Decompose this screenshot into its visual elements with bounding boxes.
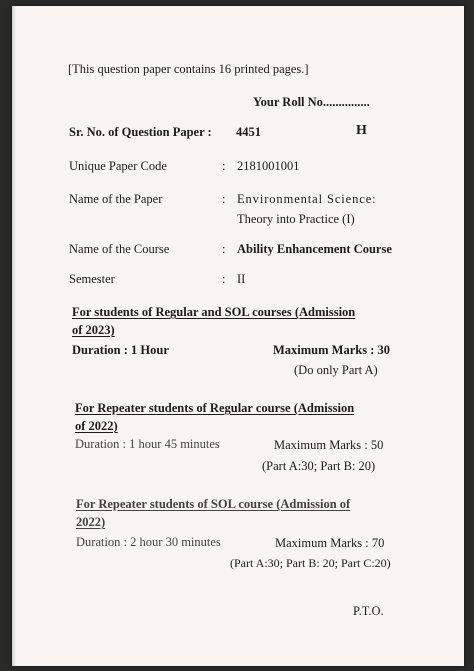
section-3-heading-line1: For Repeater students of SOL course (Admission of: [76, 497, 351, 511]
section-1-heading-line1: For students of Regular and SOL courses (Admission: [72, 305, 356, 319]
paper-name-label: Name of the Paper: [69, 192, 163, 206]
upc-colon: :: [222, 159, 226, 173]
section-3-heading-line2: 2022): [76, 515, 106, 529]
course-name-colon: :: [222, 242, 226, 256]
section-1-max-marks: Maximum Marks : 30: [273, 343, 390, 357]
section-1-heading-line2: of 2023): [72, 323, 115, 337]
section-1-duration: Duration : 1 Hour: [72, 343, 169, 357]
course-name-label: Name of the Course: [69, 242, 170, 256]
page-count-notice: [This question paper contains 16 printed pages.]: [68, 62, 309, 76]
sr-no-label: Sr. No. of Question Paper :: [69, 125, 212, 139]
section-3-duration: Duration : 2 hour 30 minutes: [76, 535, 221, 549]
semester-colon: :: [222, 272, 226, 286]
upc-label: Unique Paper Code: [69, 159, 167, 173]
sr-no-value: 4451: [236, 125, 261, 139]
section-2-duration: Duration : 1 hour 45 minutes: [75, 437, 220, 451]
section-3-note: (Part A:30; Part B: 20; Part C:20): [230, 556, 391, 570]
paper-name-line2: Theory into Practice (I): [237, 212, 355, 226]
upc-value: 2181001001: [237, 159, 300, 173]
semester-label: Semester: [69, 272, 115, 286]
section-2-note: (Part A:30; Part B: 20): [262, 459, 376, 473]
section-1-note: (Do only Part A): [294, 363, 378, 377]
pto-label: P.T.O.: [353, 604, 384, 618]
paper-name-colon: :: [222, 192, 226, 206]
set-code: H: [356, 123, 367, 138]
section-3-max-marks: Maximum Marks : 70: [275, 536, 385, 550]
section-2-max-marks: Maximum Marks : 50: [274, 438, 384, 452]
section-2-heading-line1: For Repeater students of Regular course (Admission: [75, 401, 355, 415]
paper-name-line1: Environmental Science:: [237, 192, 377, 206]
question-paper-page: [12, 6, 464, 666]
section-2-heading-line2: of 2022): [75, 419, 118, 433]
roll-number-field: Your Roll No...............: [253, 95, 370, 109]
course-name-value: Ability Enhancement Course: [237, 242, 392, 256]
semester-value: II: [237, 272, 246, 286]
